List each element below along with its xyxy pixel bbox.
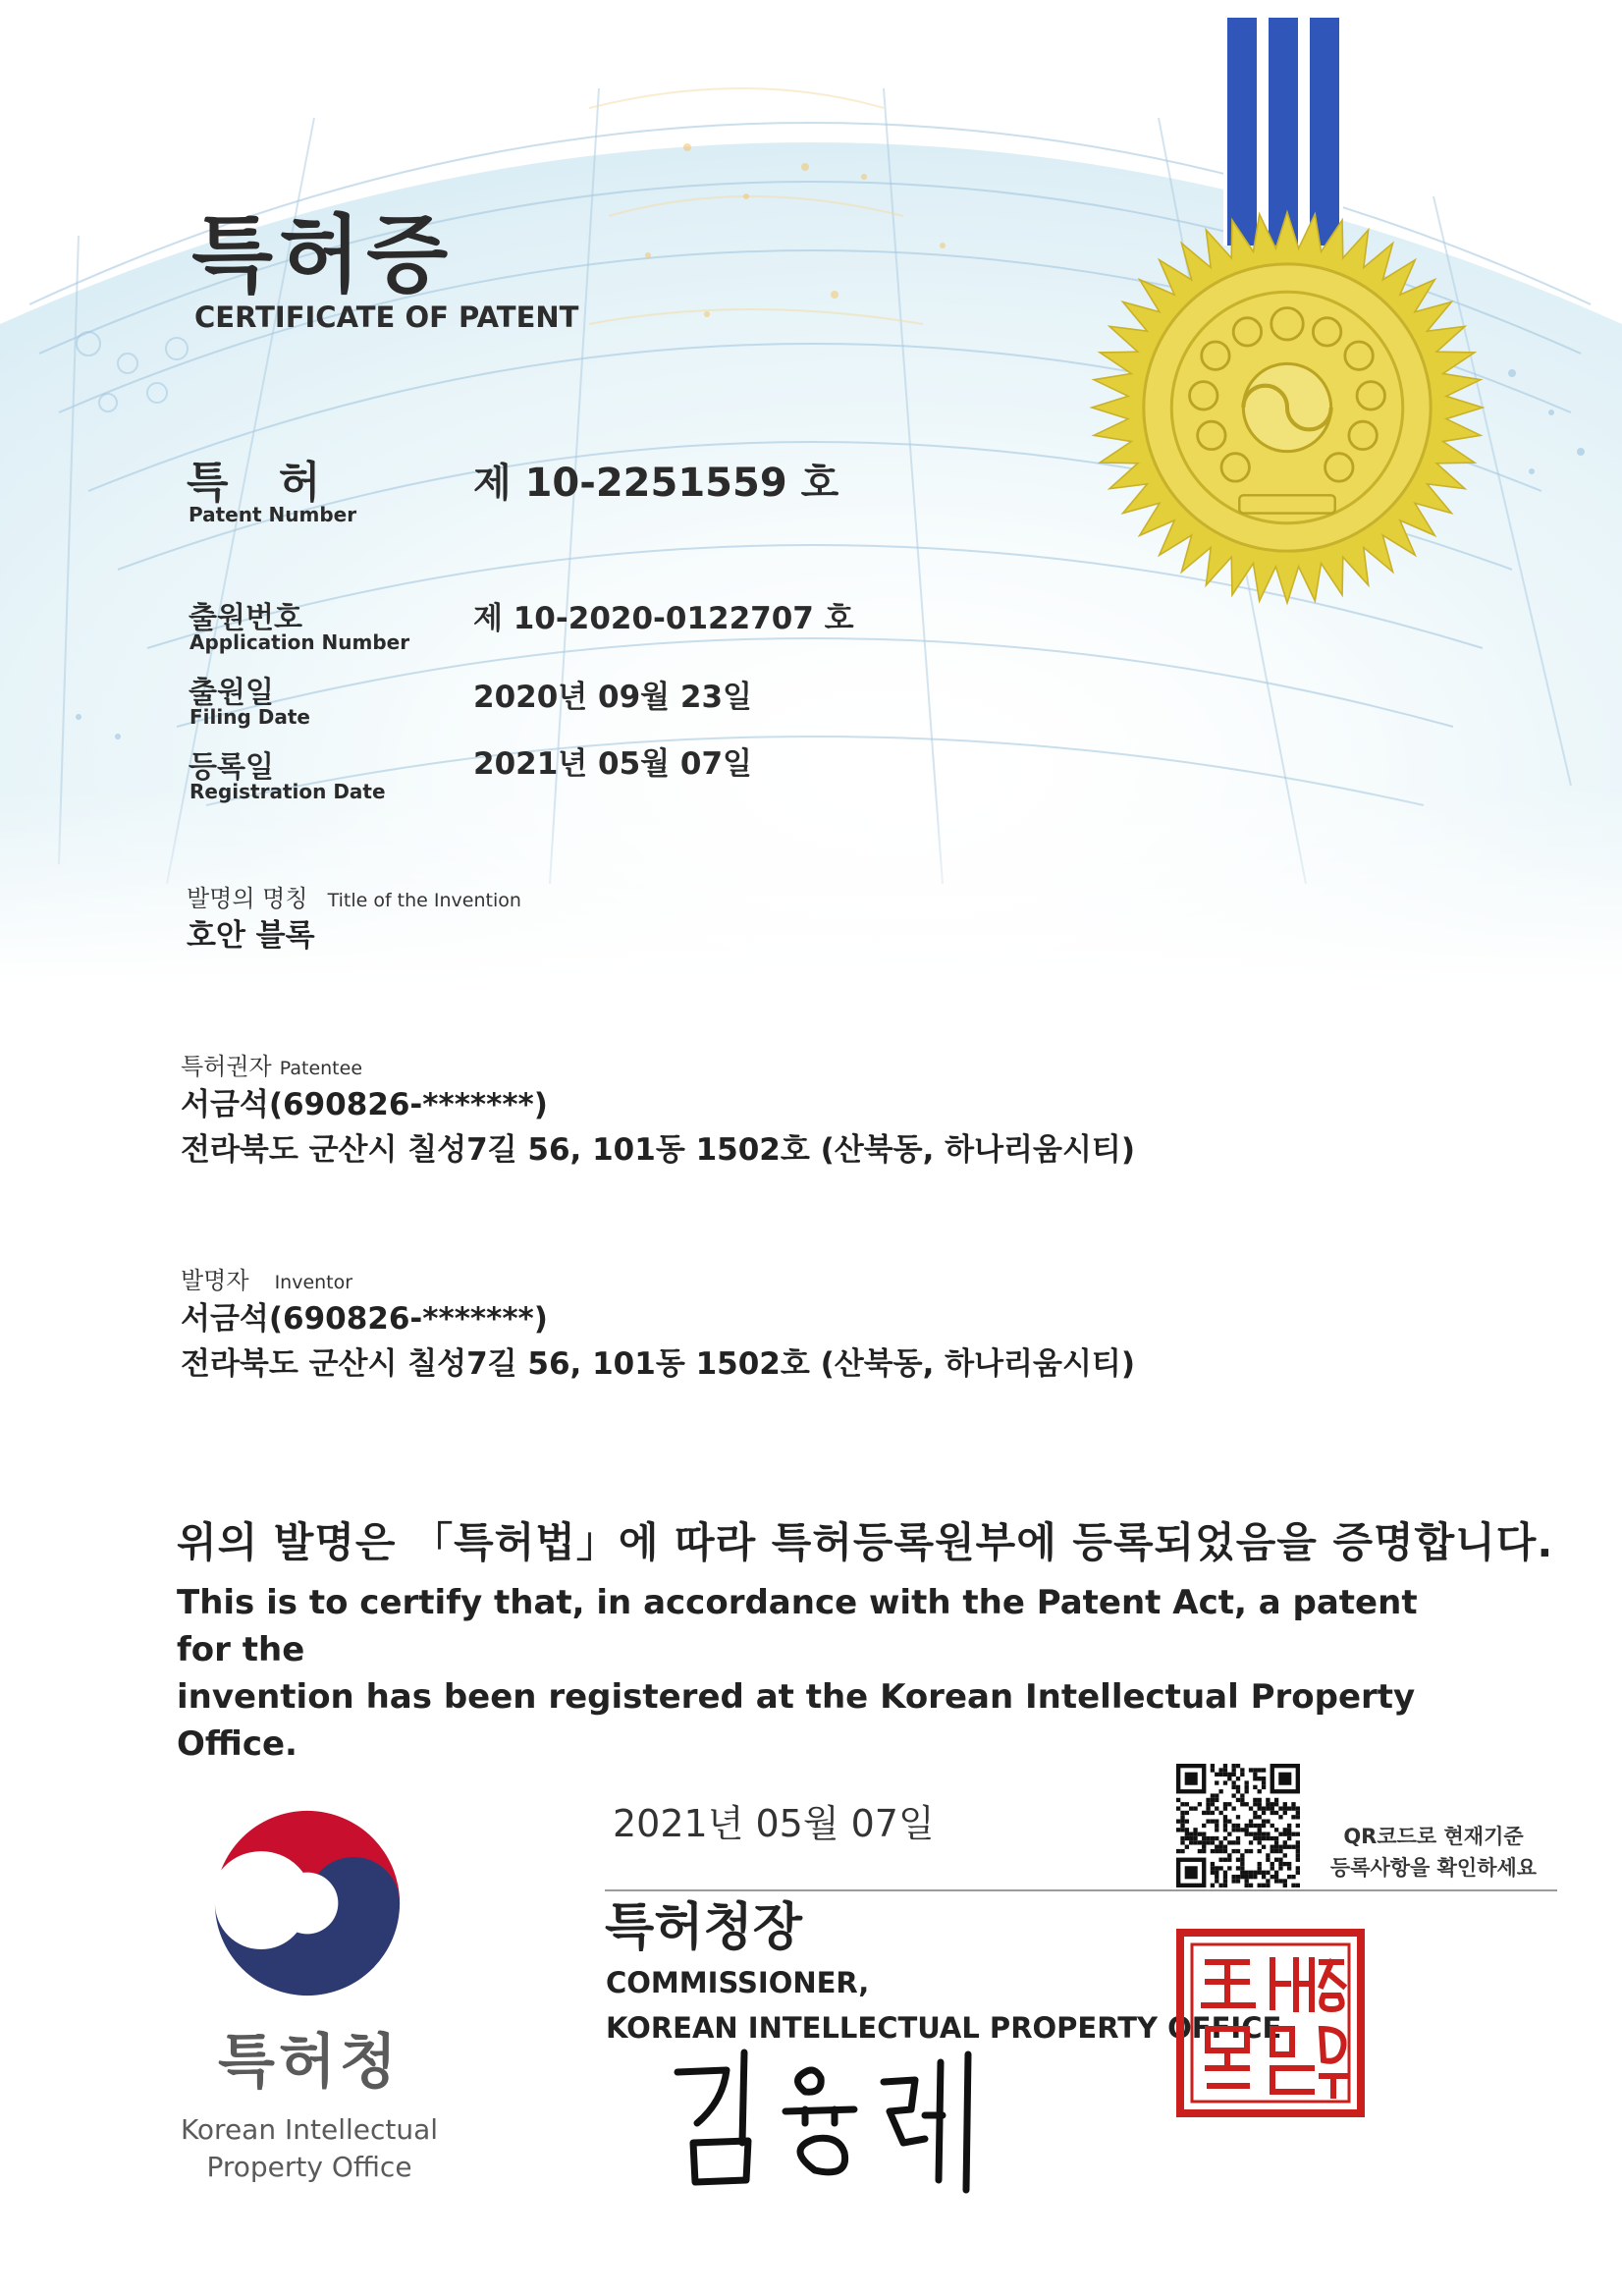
certificate-title-en: CERTIFICATE OF PATENT (194, 301, 579, 334)
office-name-en-line2: Property Office (206, 2151, 412, 2183)
declaration-en-line2: invention has been registered at the Korean Intellectual Property Office. (177, 1677, 1416, 1764)
official-stamp (1174, 1927, 1367, 2119)
issue-date: 2021년 05월 07일 (613, 1802, 935, 1845)
patentee-name: 서금석(690826-*******) (181, 1087, 548, 1122)
commissioner-title-en-line1: COMMISSIONER, (606, 1966, 870, 1999)
office-name-en (157, 2111, 461, 2186)
patentee-address: 전라북도 군산시 칠성7길 56, 101동 1502호 (산북동, 하나리움시티) (181, 1132, 1135, 1168)
patentee-label (181, 1047, 362, 1081)
invention-label-ko: 발명의 명칭 (187, 885, 308, 912)
patent-number-label-ko: 특 허 (187, 458, 339, 508)
filing-date-value: 2020년 09월 23일 (473, 680, 752, 715)
inventor-label (181, 1261, 352, 1295)
gold-seal (1088, 208, 1487, 607)
filing-date-label-ko: 출원일 (189, 676, 274, 710)
qr-instruction-line2: 등록사항을 확인하세요 (1329, 1856, 1538, 1880)
invention-label (187, 879, 521, 913)
invention-label-en: Title of the Invention (327, 890, 521, 911)
commissioner-title-en-line2: KOREAN INTELLECTUAL PROPERTY OFFICE (606, 2011, 1282, 2045)
qr-instructions (1300, 1821, 1567, 1884)
patentee-label-ko: 특허권자 (181, 1053, 272, 1080)
inventor-label-en: Inventor (274, 1272, 353, 1293)
certificate-title-ko: 특허증 (191, 206, 455, 304)
declaration-en (177, 1579, 1473, 1768)
kipo-emblem (211, 1807, 404, 1999)
inventor-address: 전라북도 군산시 칠성7길 56, 101동 1502호 (산북동, 하나리움시티) (181, 1346, 1135, 1382)
application-number-label-en: Application Number (189, 630, 410, 654)
patent-number-label-en: Patent Number (189, 503, 357, 526)
office-name-ko: 특허청 (218, 2028, 401, 2097)
filing-date-label-en: Filing Date (189, 705, 310, 729)
commissioner-title-ko: 특허청장 (605, 1898, 802, 1957)
commissioner-signature (658, 2033, 1011, 2200)
qr-instruction-line1: QR코드로 현재기준 (1343, 1825, 1524, 1848)
office-name-en-line1: Korean Intellectual (180, 2113, 439, 2146)
declaration-en-line1: This is to certify that, in accordance with the Patent Act, a patent for the (177, 1583, 1418, 1669)
patent-number-value: 제 10-2251559 호 (473, 461, 839, 506)
inventor-label-ko: 발명자 (181, 1267, 249, 1294)
inventor-name: 서금석(690826-*******) (181, 1301, 548, 1337)
registration-date-label-en: Registration Date (189, 780, 386, 803)
application-number-value: 제 10-2020-0122707 호 (473, 601, 854, 636)
patentee-label-en: Patentee (279, 1058, 363, 1079)
invention-title: 호안 블록 (187, 918, 315, 954)
registration-date-label-ko: 등록일 (189, 750, 274, 785)
declaration-ko: 위의 발명은 「특허법」에 따라 특허등록원부에 등록되었음을 증명합니다. (177, 1518, 1554, 1566)
application-number-label-ko: 출원번호 (189, 601, 302, 635)
registration-date-value: 2021년 05월 07일 (473, 746, 752, 782)
qr-code[interactable] (1176, 1764, 1300, 1887)
